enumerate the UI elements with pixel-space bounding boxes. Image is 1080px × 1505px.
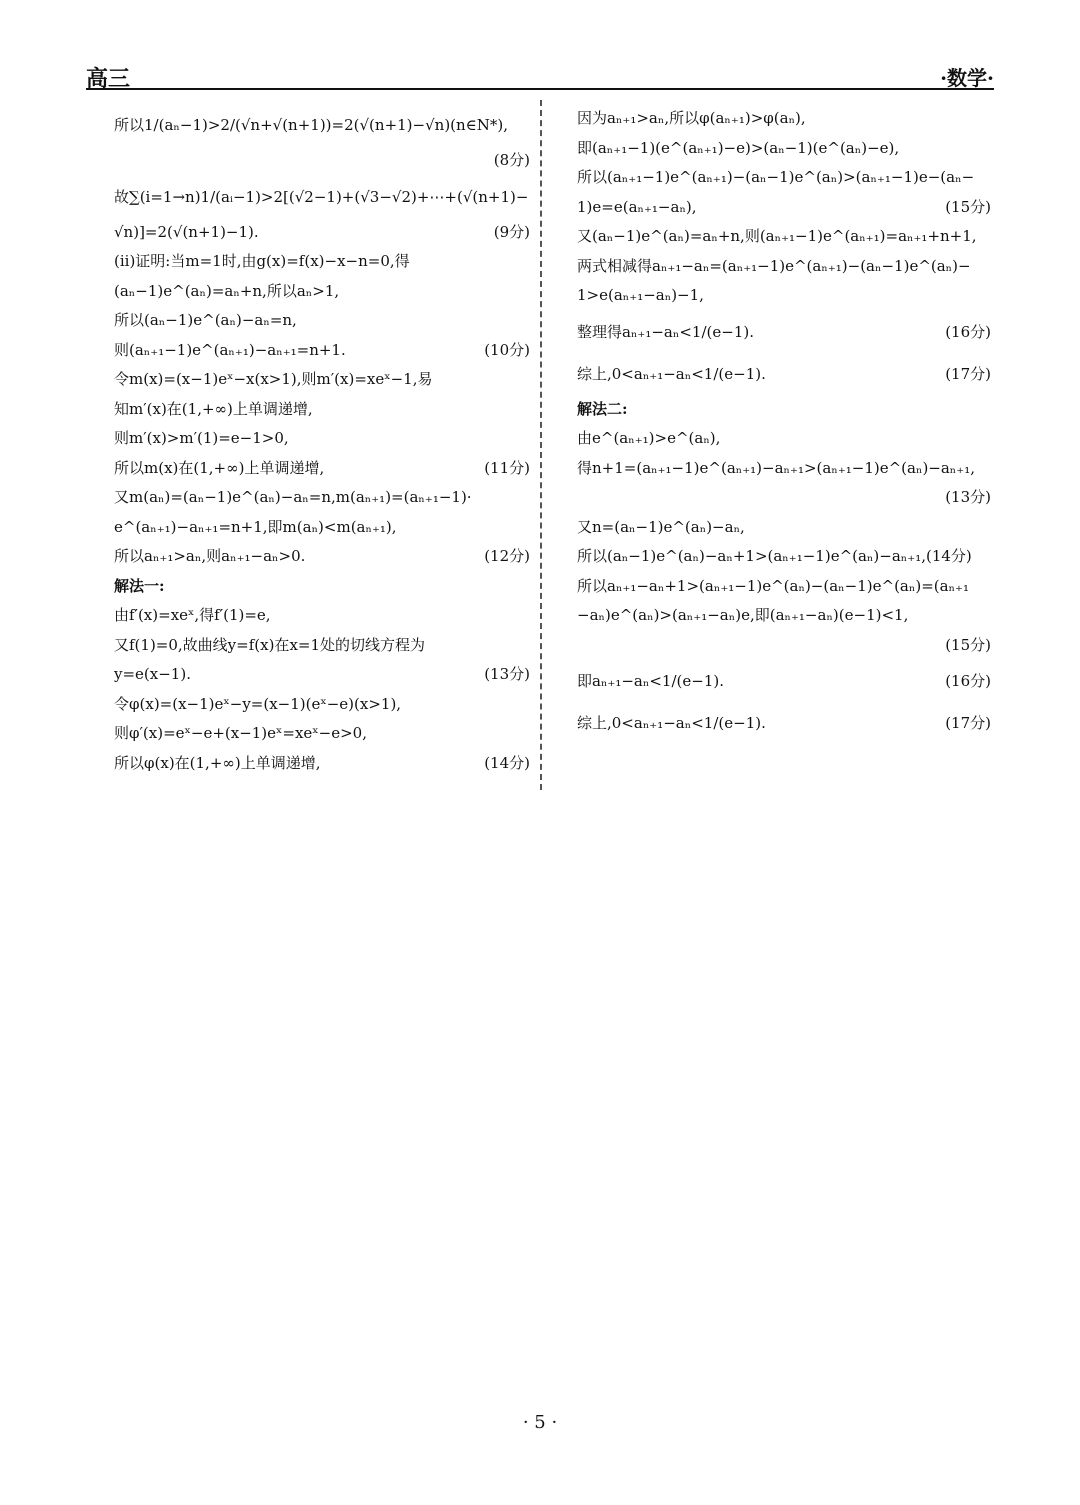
- left-line: [114, 513, 530, 543]
- solution-text: 解法二:: [577, 399, 628, 418]
- solution-text: 令φ(x)=(x−1)eˣ−y=(x−1)(eˣ−e)(x>1),: [114, 694, 402, 713]
- left-line: [114, 601, 530, 631]
- score-mark: (17分): [945, 364, 991, 383]
- score-mark: (16分): [945, 322, 991, 341]
- solution-text: 所以aₙ₊₁−aₙ+1>(aₙ₊₁−1)e^(aₙ)−(aₙ−1)e^(aₙ)=(aₙ₊₁: [577, 576, 969, 595]
- solution-text: 所以1/(aₙ−1)>2/(√n+√(n+1))=2(√(n+1)−√n)(n∈N*),: [114, 116, 509, 134]
- right-line: [577, 572, 991, 602]
- right-line: [577, 454, 991, 484]
- right-line: [577, 395, 991, 425]
- left-line: [114, 542, 530, 572]
- solution-text: 又m(aₙ)=(aₙ−1)e^(aₙ)−aₙ=n,m(aₙ₊₁)=(aₙ₊₁−1)·: [114, 488, 472, 506]
- score-mark: (8分): [493, 151, 530, 169]
- solution-text: 得n+1=(aₙ₊₁−1)e^(aₙ₊₁)−aₙ₊₁>(aₙ₊₁−1)e^(aₙ)−aₙ₊₁,: [577, 458, 975, 477]
- solution-text: 所以(aₙ−1)e^(aₙ)−aₙ+1>(aₙ₊₁−1)e^(aₙ)−aₙ₊₁,(14分): [577, 547, 972, 565]
- score-mark: (10分): [484, 340, 530, 359]
- right-line: [577, 134, 991, 164]
- solution-text: 由f′(x)=xeˣ,得f′(1)=e,: [114, 606, 271, 624]
- left-line: [114, 424, 530, 454]
- right-line: [577, 252, 991, 282]
- solution-text: 所以(aₙ₊₁−1)e^(aₙ₊₁)−(aₙ−1)e^(aₙ)>(aₙ₊₁−1)e−(aₙ−: [577, 168, 975, 186]
- right-line: [577, 163, 991, 193]
- solution-text: 因为aₙ₊₁>aₙ,所以φ(aₙ₊₁)>φ(aₙ),: [577, 109, 806, 127]
- solution-text: 则(aₙ₊₁−1)e^(aₙ₊₁)−aₙ₊₁=n+1.: [114, 340, 346, 359]
- solution-text: √n)]=2(√(n+1)−1).: [114, 222, 259, 241]
- solution-text: 综上,0<aₙ₊₁−aₙ<1/(e−1).: [577, 714, 766, 732]
- score-mark: (11分): [484, 458, 530, 477]
- left-line: [114, 247, 530, 277]
- right-line: [577, 222, 991, 252]
- score-mark: (13分): [484, 665, 530, 683]
- solution-text: 又f(1)=0,故曲线y=f(x)在x=1处的切线方程为: [114, 635, 426, 654]
- solution-text: 又n=(aₙ−1)e^(aₙ)−aₙ,: [577, 517, 745, 536]
- solution-text: 令m(x)=(x−1)eˣ−x(x>1),则m′(x)=xeˣ−1,易: [114, 370, 433, 388]
- right-column: [577, 104, 991, 744]
- right-line: [577, 660, 991, 702]
- right-line: [577, 631, 991, 661]
- solution-text: 即(aₙ₊₁−1)(e^(aₙ₊₁)−e)>(aₙ−1)(e^(aₙ)−e),: [577, 138, 900, 157]
- column-divider: [540, 100, 542, 790]
- left-line: [114, 749, 530, 779]
- solution-text: 故∑(i=1→n)1/(aᵢ−1)>2[(√2−1)+(√3−√2)+⋯+(√(n+1)−: [114, 187, 529, 206]
- left-line: [114, 572, 530, 602]
- right-line: [577, 104, 991, 134]
- page-header-left: 高三: [86, 66, 131, 92]
- solution-text: 所以φ(x)在(1,+∞)上单调递增,: [114, 753, 321, 772]
- right-line: [577, 483, 991, 513]
- solution-text: e^(aₙ₊₁)−aₙ₊₁=n+1,即m(aₙ)<m(aₙ₊₁),: [114, 517, 397, 536]
- left-line: [114, 395, 530, 425]
- left-line: [114, 454, 530, 484]
- solution-text: 综上,0<aₙ₊₁−aₙ<1/(e−1).: [577, 364, 766, 383]
- right-line: [577, 513, 991, 543]
- solution-text: (aₙ−1)e^(aₙ)=aₙ+n,所以aₙ>1,: [114, 281, 340, 300]
- solution-text: 则φ′(x)=eˣ−e+(x−1)eˣ=xeˣ−e>0,: [114, 724, 367, 742]
- left-line: [114, 690, 530, 720]
- solution-text: 则m′(x)>m′(1)=e−1>0,: [114, 429, 289, 447]
- solution-text: −aₙ)e^(aₙ)>(aₙ₊₁−aₙ)e,即(aₙ₊₁−aₙ)(e−1)<1,: [577, 606, 909, 624]
- solution-text: 解法一:: [114, 576, 165, 595]
- score-mark: (9分): [493, 222, 530, 241]
- solution-text: 1)e=e(aₙ₊₁−aₙ),: [577, 197, 697, 216]
- right-line: [577, 193, 991, 223]
- solution-text: 1>e(aₙ₊₁−aₙ)−1,: [577, 286, 704, 304]
- left-line: [114, 719, 530, 749]
- score-mark: (15分): [945, 197, 991, 216]
- solution-text: 知m′(x)在(1,+∞)上单调递增,: [114, 399, 313, 418]
- right-line: [577, 353, 991, 395]
- solution-text: 所以m(x)在(1,+∞)上单调递增,: [114, 458, 325, 477]
- left-line: [114, 104, 530, 146]
- left-line: [114, 218, 530, 248]
- solution-text: 整理得aₙ₊₁−aₙ<1/(e−1).: [577, 322, 754, 341]
- page-number: · 5 ·: [522, 1412, 558, 1433]
- left-line: [114, 483, 530, 513]
- solution-text: (ii)证明:当m=1时,由g(x)=f(x)−x−n=0,得: [114, 252, 410, 270]
- solution-text: 由e^(aₙ₊₁)>e^(aₙ),: [577, 429, 721, 447]
- right-line: [577, 542, 991, 572]
- header-rule: [86, 88, 994, 90]
- solution-text: 所以aₙ₊₁>aₙ,则aₙ₊₁−aₙ>0.: [114, 547, 306, 565]
- right-line: [577, 424, 991, 454]
- solution-text: 两式相减得aₙ₊₁−aₙ=(aₙ₊₁−1)e^(aₙ₊₁)−(aₙ−1)e^(aₙ)−: [577, 256, 971, 275]
- right-line: [577, 702, 991, 744]
- page-header-right: ·数学·: [940, 66, 994, 90]
- score-mark: (15分): [945, 635, 991, 654]
- right-line: [577, 311, 991, 353]
- score-mark: (16分): [945, 672, 991, 690]
- left-line: [114, 176, 530, 218]
- left-line: [114, 365, 530, 395]
- solution-text: 所以(aₙ−1)e^(aₙ)−aₙ=n,: [114, 311, 297, 329]
- left-line: [114, 631, 530, 661]
- score-mark: (12分): [484, 547, 530, 565]
- solution-text: y=e(x−1).: [114, 665, 191, 683]
- score-mark: (13分): [945, 488, 991, 506]
- score-mark: (14分): [484, 753, 530, 772]
- left-line: [114, 306, 530, 336]
- left-line: [114, 146, 530, 176]
- left-column: [114, 104, 530, 778]
- right-line: [577, 281, 991, 311]
- left-line: [114, 660, 530, 690]
- left-line: [114, 336, 530, 366]
- right-line: [577, 601, 991, 631]
- left-line: [114, 277, 530, 307]
- score-mark: (17分): [945, 714, 991, 732]
- solution-text: 又(aₙ−1)e^(aₙ)=aₙ+n,则(aₙ₊₁−1)e^(aₙ₊₁)=aₙ₊₁+n+1,: [577, 227, 977, 245]
- solution-text: 即aₙ₊₁−aₙ<1/(e−1).: [577, 672, 724, 690]
